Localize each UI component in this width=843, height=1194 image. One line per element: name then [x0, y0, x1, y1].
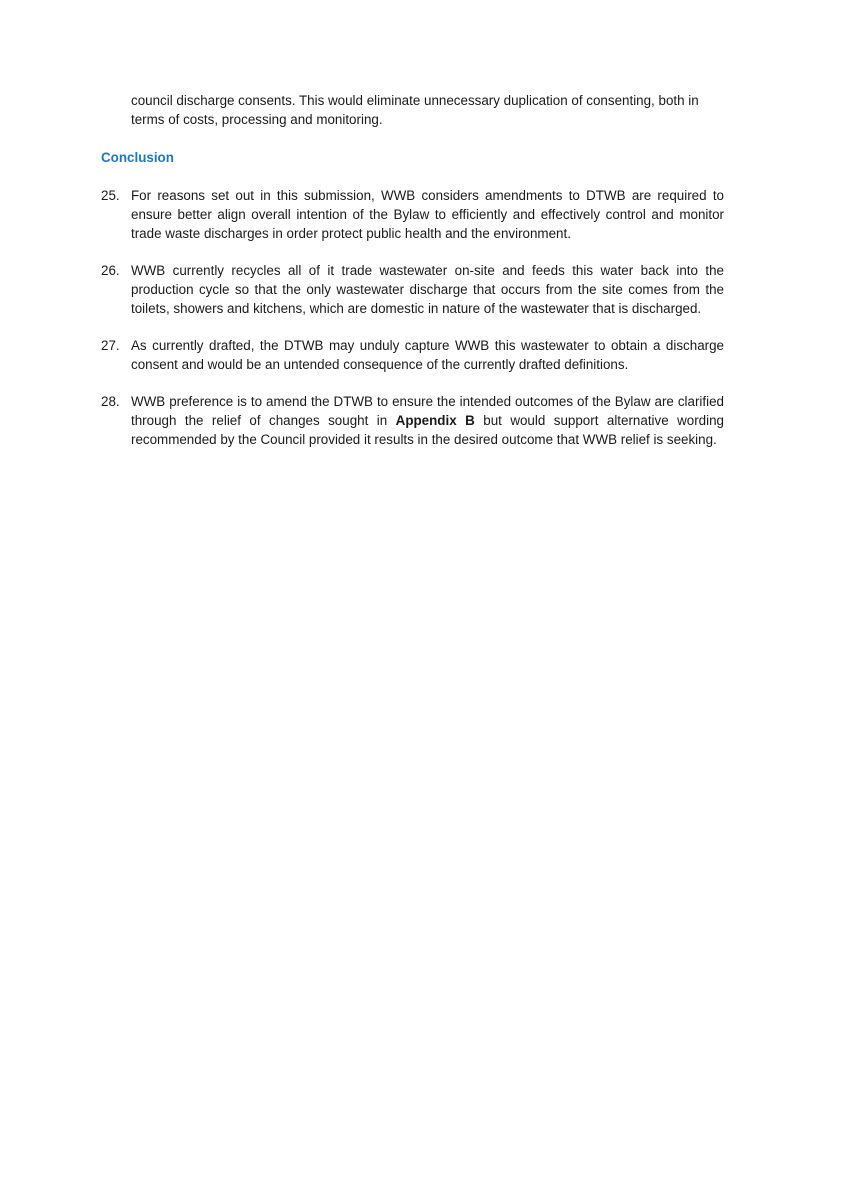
paragraph-text: WWB currently recycles all of it trade wastewater on-site and feeds this water back into the production cycle so that the only wastewater discharge that occurs from the site comes from the toilets, showers and kitchens, which are domestic in nature of the wastewater that is discharged.: [131, 263, 724, 316]
paragraph-28: [101, 392, 724, 449]
paragraph-text: As currently drafted, the DTWB may unduly capture WWB this wastewater to obtain a discharge consent and would be an untended consequence of the currently drafted definitions.: [131, 338, 724, 372]
paragraph-number: 28.: [101, 394, 120, 409]
paragraph-text: For reasons set out in this submission, WWB considers amendments to DTWB are required to ensure better align overall intention of the Bylaw to efficiently and effectively control and monitor trade waste discharges in order protect public health and the environment.: [131, 188, 724, 241]
paragraph-number: 25.: [101, 188, 120, 203]
paragraph-number: 26.: [101, 263, 120, 278]
paragraph-text: [131, 392, 724, 449]
numbered-paragraph-list: [101, 186, 724, 467]
paragraph-25: [101, 186, 724, 243]
paragraph-text-after: but would support alternative wording recommended by the Council provided it results in the desired outcome that WWB relief is seeking.: [131, 413, 724, 447]
paragraph-27: [101, 336, 724, 374]
paragraph-text-before: WWB preference is to amend the DTWB to ensure the intended outcomes of the Bylaw are clarified through the relief of changes sought in: [131, 394, 724, 428]
paragraph-number: 27.: [101, 338, 120, 353]
section-heading-conclusion: Conclusion: [101, 150, 174, 165]
appendix-b-reference: Appendix B: [395, 413, 475, 428]
paragraph-26: [101, 261, 724, 318]
continuation-paragraph: council discharge consents. This would eliminate unnecessary duplication of consenting, both in terms of costs, processing and monitoring.: [131, 93, 699, 127]
